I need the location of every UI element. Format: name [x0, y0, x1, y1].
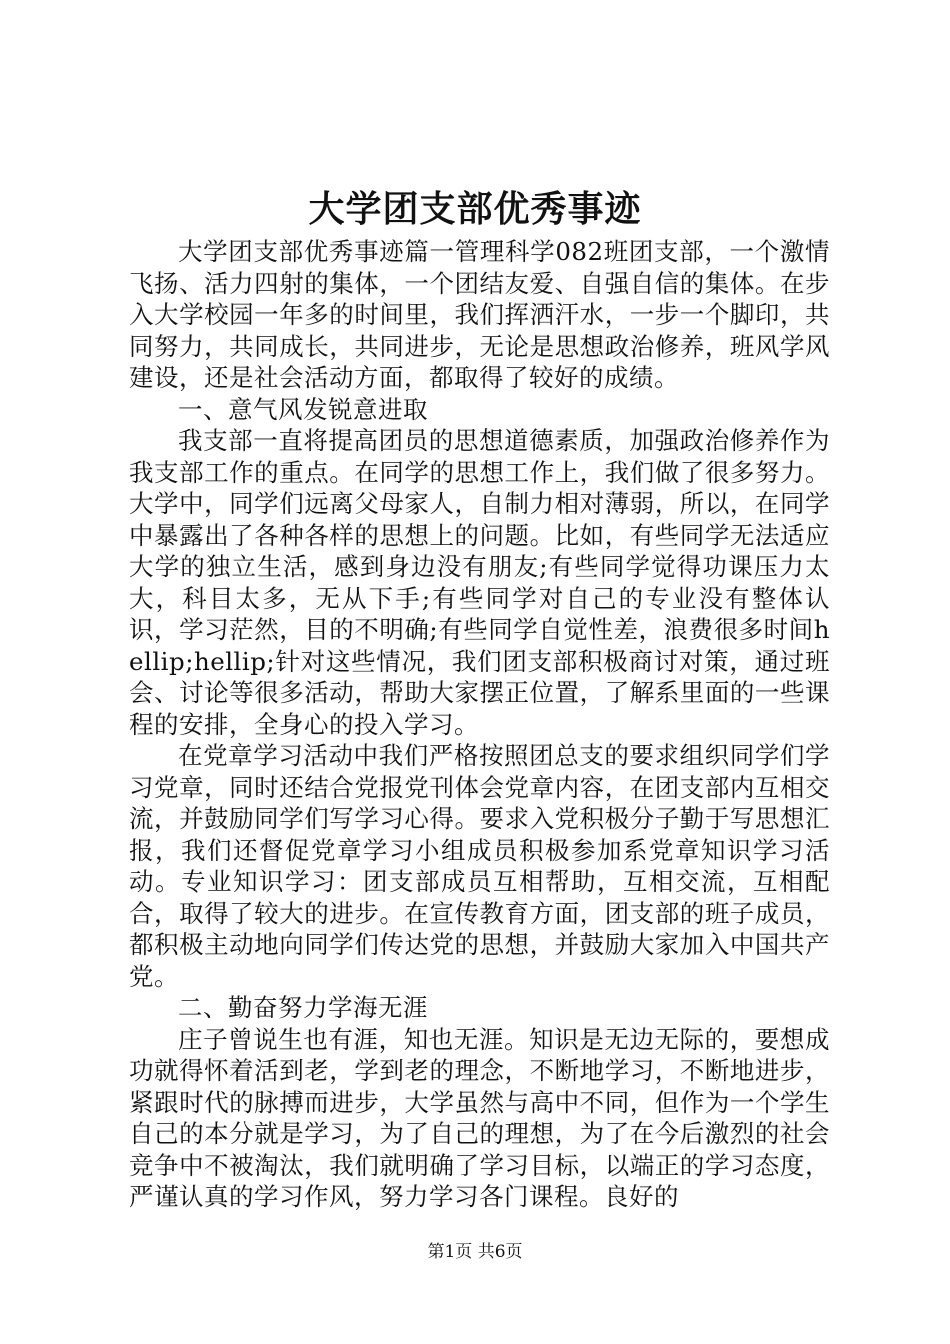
section-heading-2: 二、勤奋努力学海无涯: [178, 993, 428, 1022]
document-title: 大学团支部优秀事迹: [308, 188, 642, 230]
page-footer: 第1页 共6页: [427, 1242, 523, 1262]
paragraph-ideology: 我支部一直将提高团员的思想道德素质，加强政治修养作为我支部工作的重点。在同学的思想工作上，我们做了很多努力。大学中，同学们远离父母家人，自制力相对薄弱，所以，在同学中暴露出了各种各样的思想上的问题。比如，有些同学无法适应大学的独立生活，感到身边没有朋友;有些同学觉得功课压力太大，科目太多，无从下手;有些同学对自己的专业没有整体认识，学习茫然，目的不明确;有些同学自觉性差，浪费很多时间hellip;hellip;针对这些情况，我们团支部积极商讨对策，通过班会、讨论等很多活动，帮助大家摆正位置，了解系里面的一些课程的安排，全身心的投入学习。: [129, 426, 830, 739]
paragraph-intro: 大学团支部优秀事迹篇一管理科学082班团支部，一个激情飞扬、活力四射的集体，一个团结友爱、自强自信的集体。在步入大学校园一年多的时间里，我们挥洒汗水，一步一个脚印，共同努力，共同成长，共同进步，无论是思想政治修养，班风学风建设，还是社会活动方面，都取得了较好的成绩。: [129, 237, 830, 392]
paragraph-party-study: 在党章学习活动中我们严格按照团总支的要求组织同学们学习党章，同时还结合党报党刊体会党章内容，在团支部内互相交流，并鼓励同学们写学习心得。要求入党积极分子勤于写思想汇报，我们还督促党章学习小组成员积极参加系党章知识学习活动。专业知识学习：团支部成员互相帮助，互相交流，互相配合，取得了较大的进步。在宣传教育方面，团支部的班子成员，都积极主动地向同学们传达党的思想，并鼓励大家加入中国共产党。: [129, 741, 830, 991]
section-heading-1: 一、意气风发锐意进取: [178, 394, 428, 424]
document-body: [129, 236, 830, 1213]
paragraph-learning: 庄子曾说生也有涯，知也无涯。知识是无边无际的，要想成功就得怀着活到老，学到老的理念，不断地学习，不断地进步，紧跟时代的脉搏而进步，大学虽然与高中不同，但作为一个学生自己的本分就是学习，为了自己的理想，为了在今后激烈的社会竞争中不被淘汰，我们就明确了学习目标，以端正的学习态度，严谨认真的学习作风，努力学习各门课程。良好的: [129, 1024, 830, 1211]
